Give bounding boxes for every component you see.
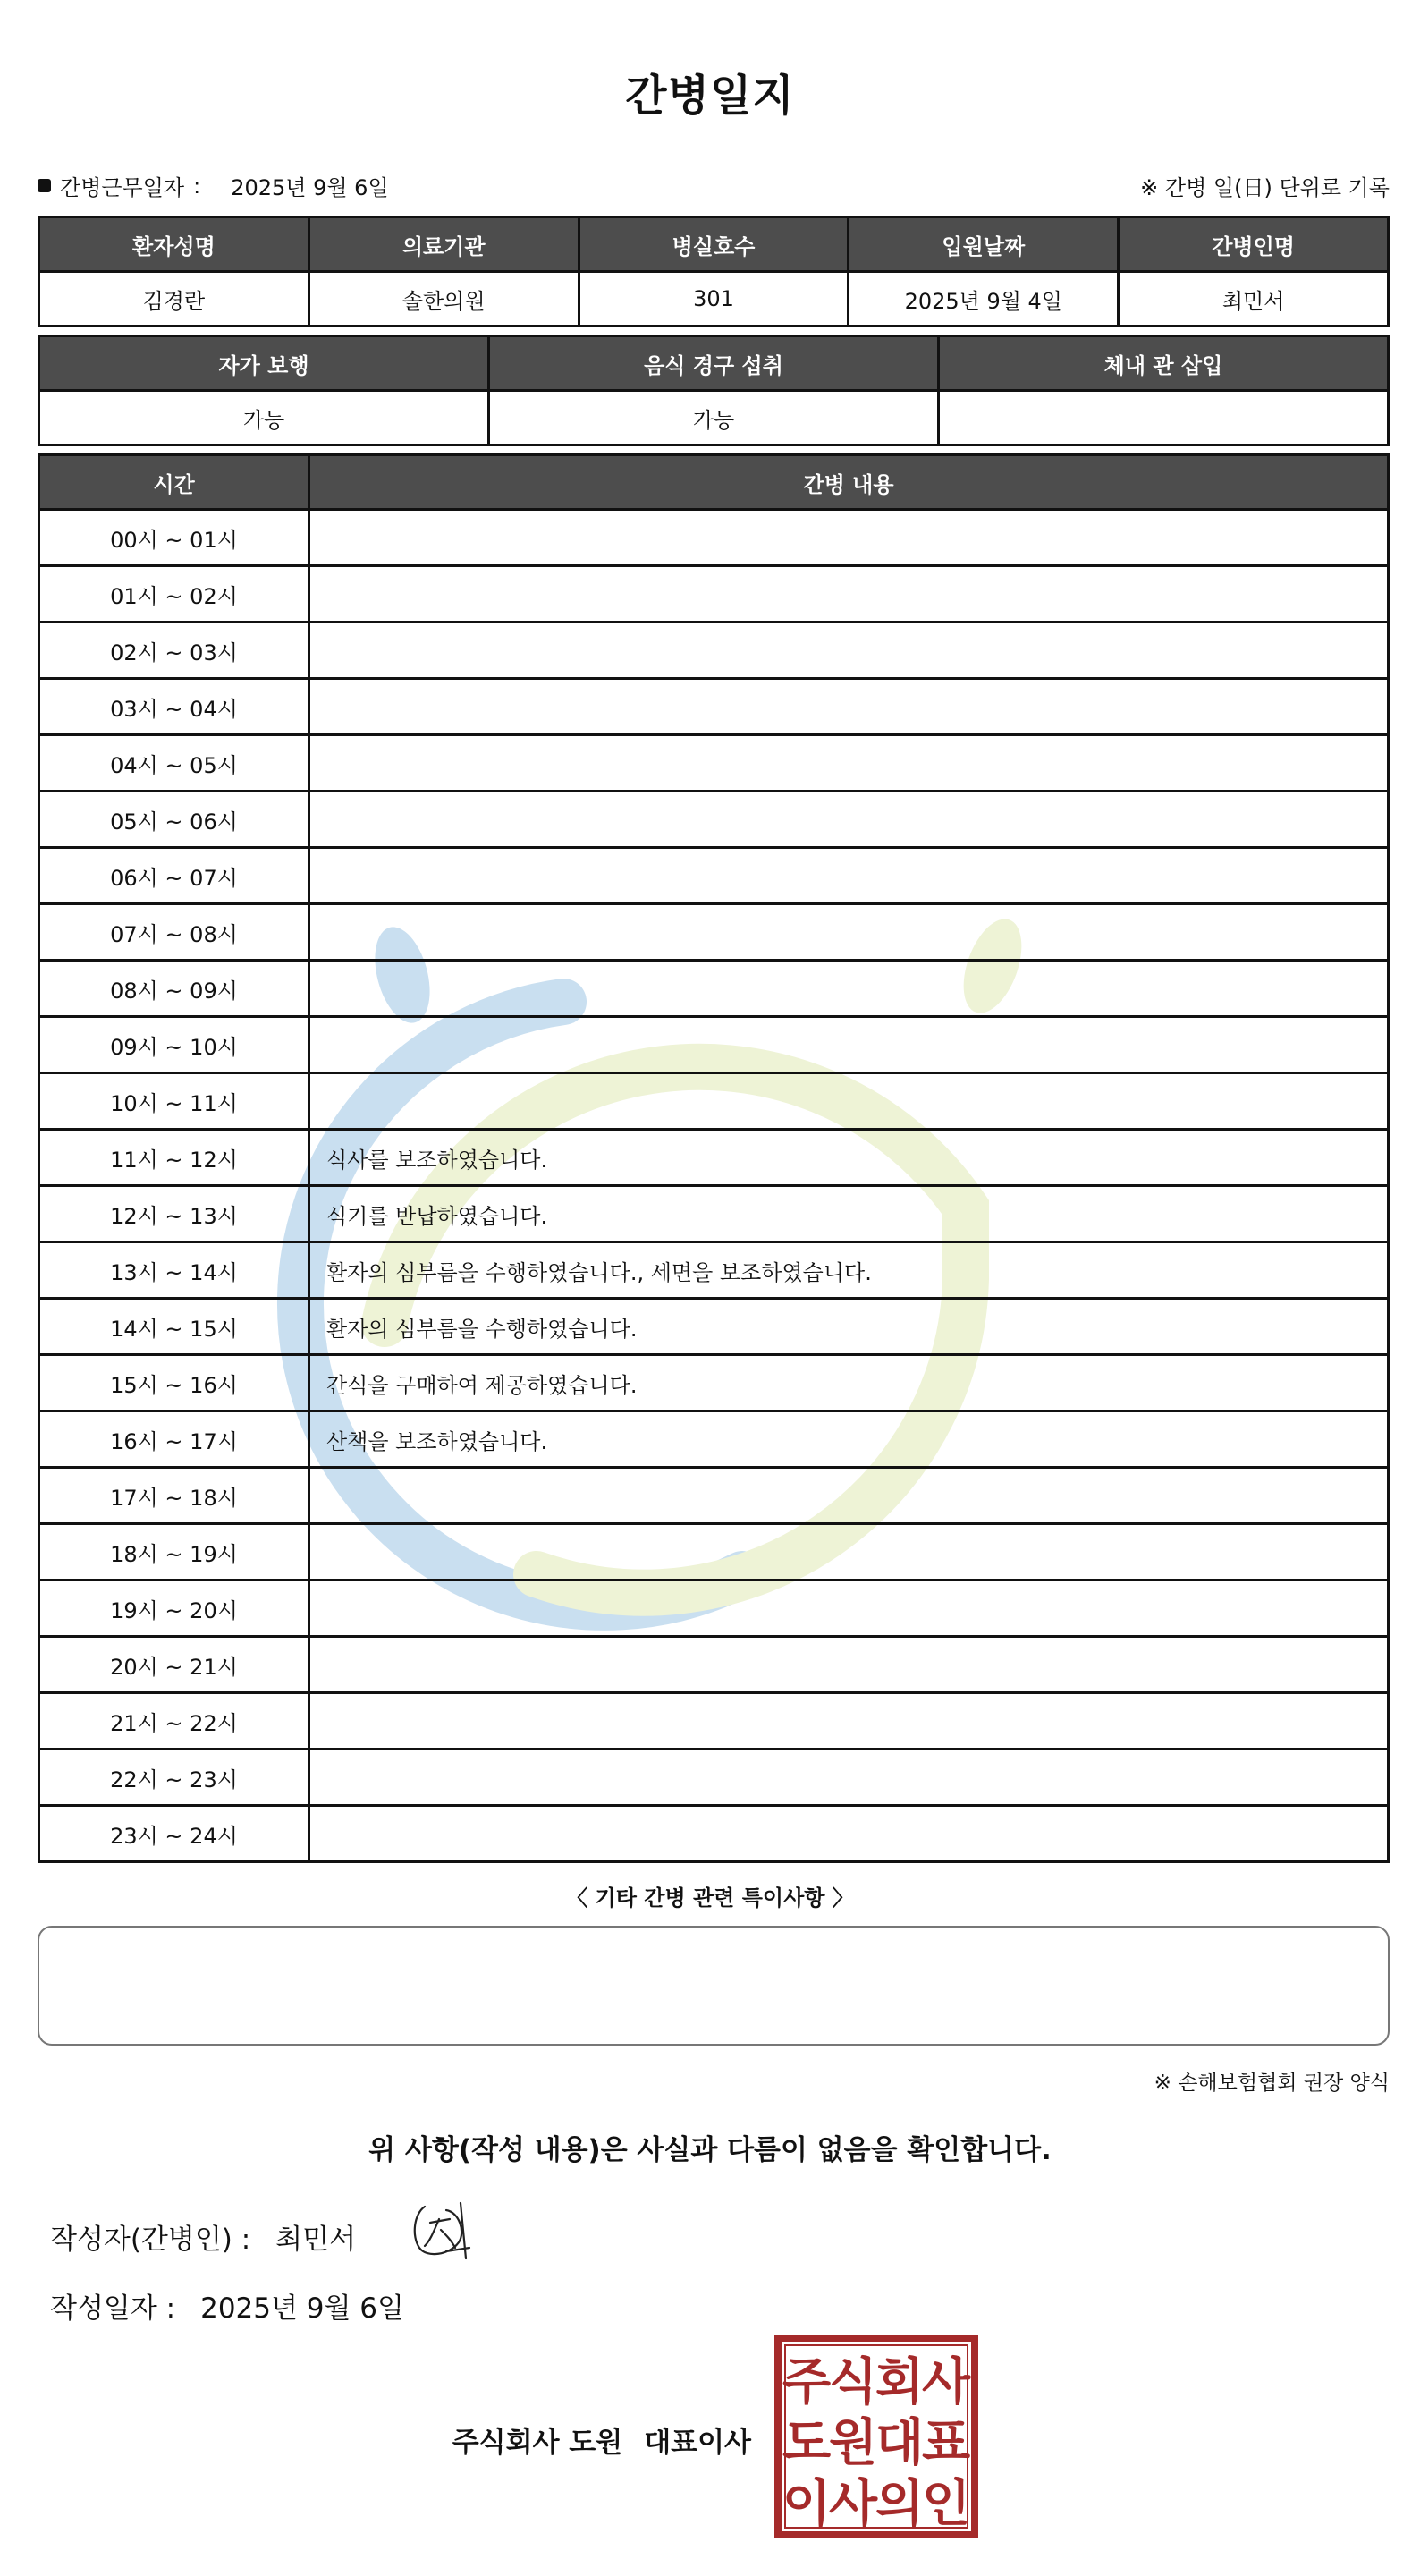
care-log-row [39, 1580, 1389, 1637]
care-log-time: 07시 ~ 08시 [39, 904, 309, 961]
care-date-value: 2025년 9월 6일 [231, 175, 389, 200]
care-log-row [39, 904, 1389, 961]
care-log-time: 00시 ~ 01시 [39, 510, 309, 566]
patient-info-header: 입원날짜 [849, 217, 1119, 272]
care-log-content [309, 679, 1389, 735]
ceo-title: 대표이사 [644, 2427, 751, 2459]
author-label: 작성자(간병인) : [50, 2224, 251, 2256]
patient-status-header: 음식 경구 섭취 [489, 336, 939, 391]
confirmation-statement: 위 사항(작성 내용)은 사실과 다름이 없음을 확인합니다. [368, 2134, 1052, 2166]
care-date [38, 170, 389, 201]
care-log-time: 16시 ~ 17시 [39, 1411, 309, 1468]
care-log-time: 10시 ~ 11시 [39, 1073, 309, 1130]
care-log-row [39, 1693, 1389, 1750]
care-log-row [39, 1637, 1389, 1693]
care-log-row [39, 510, 1389, 566]
svg-text:식: 식 [828, 2353, 878, 2411]
patient-status-table [38, 335, 1390, 446]
patient-info-header: 병실호수 [579, 217, 849, 272]
care-log-row [39, 792, 1389, 848]
svg-text:원: 원 [828, 2414, 878, 2472]
care-log-content [309, 904, 1389, 961]
hospital-value: 솔한의원 [309, 272, 579, 326]
patient-info-header: 환자성명 [39, 217, 309, 272]
signature-icon [407, 2196, 474, 2267]
svg-text:사: 사 [828, 2475, 878, 2533]
svg-text:이: 이 [782, 2475, 832, 2533]
care-log-time: 23시 ~ 24시 [39, 1806, 309, 1862]
svg-text:회: 회 [875, 2353, 925, 2411]
care-log-content: 식사를 보조하였습니다. [309, 1130, 1389, 1186]
patient-status-header: 체내 관 삽입 [939, 336, 1389, 391]
remarks-box [38, 1926, 1390, 2046]
admission-date-value: 2025년 9월 4일 [849, 272, 1119, 326]
care-log-time: 12시 ~ 13시 [39, 1186, 309, 1242]
care-log-row [39, 1468, 1389, 1524]
care-log-content [309, 848, 1389, 904]
author-line [50, 2216, 356, 2257]
care-log-content [309, 566, 1389, 623]
svg-text:도: 도 [782, 2414, 832, 2472]
care-log-content: 산책을 보조하였습니다. [309, 1411, 1389, 1468]
care-log-time: 21시 ~ 22시 [39, 1693, 309, 1750]
room-number-value: 301 [579, 272, 849, 326]
care-log-time: 01시 ~ 02시 [39, 566, 309, 623]
company-line [0, 2419, 751, 2460]
care-log-content [309, 510, 1389, 566]
care-log-table [38, 453, 1390, 1863]
care-log-content [309, 735, 1389, 792]
care-log-time: 08시 ~ 09시 [39, 961, 309, 1017]
care-log-row [39, 679, 1389, 735]
recommendation-note: ※ 손해보험협회 권장 양식 [1154, 2072, 1390, 2095]
care-log-content [309, 623, 1389, 679]
bullet-square-icon [38, 179, 51, 192]
company-seal-icon [774, 2334, 978, 2538]
care-log-content [309, 1580, 1389, 1637]
care-log-row [39, 1073, 1389, 1130]
page-title: 간병일지 [625, 71, 795, 121]
care-log-row [39, 1355, 1389, 1411]
care-log-content [309, 1524, 1389, 1580]
care-log-content: 간식을 구매하여 제공하였습니다. [309, 1355, 1389, 1411]
caregiver-name-value: 최민서 [1119, 272, 1389, 326]
author-name: 최민서 [275, 2224, 357, 2256]
care-log-content [309, 792, 1389, 848]
care-log-row [39, 1186, 1389, 1242]
care-log-content [309, 1468, 1389, 1524]
care-log-time: 05시 ~ 06시 [39, 792, 309, 848]
care-log-time: 18시 ~ 19시 [39, 1524, 309, 1580]
care-log-time: 06시 ~ 07시 [39, 848, 309, 904]
care-log-row [39, 961, 1389, 1017]
care-log-time: 03시 ~ 04시 [39, 679, 309, 735]
patient-info-table [38, 216, 1390, 327]
care-log-row [39, 848, 1389, 904]
care-date-label: 간병근무일자 [60, 175, 185, 200]
svg-text:의: 의 [875, 2475, 925, 2533]
patient-status-header: 자가 보행 [39, 336, 489, 391]
care-log-time: 14시 ~ 15시 [39, 1299, 309, 1355]
care-log-row [39, 1130, 1389, 1186]
care-log-time: 22시 ~ 23시 [39, 1750, 309, 1806]
care-log-time: 02시 ~ 03시 [39, 623, 309, 679]
care-log-content [309, 1637, 1389, 1693]
care-log-row [39, 1750, 1389, 1806]
care-date-separator: : [193, 173, 201, 199]
unit-note: ※ 간병 일(日) 단위로 기록 [1140, 175, 1390, 200]
tube-insertion-value [939, 391, 1389, 445]
care-log-row [39, 623, 1389, 679]
svg-text:대: 대 [875, 2414, 925, 2472]
written-date-value: 2025년 9월 6일 [200, 2292, 404, 2325]
care-log-row [39, 1806, 1389, 1862]
care-log-row [39, 1524, 1389, 1580]
care-log-content: 환자의 심부름을 수행하였습니다., 세면을 보조하였습니다. [309, 1242, 1389, 1299]
care-log-row [39, 735, 1389, 792]
care-log-time-header: 시간 [39, 455, 309, 510]
care-log-content [309, 1073, 1389, 1130]
patient-info-header: 의료기관 [309, 217, 579, 272]
care-log-row [39, 1411, 1389, 1468]
care-log-content [309, 1017, 1389, 1073]
care-log-row [39, 1299, 1389, 1355]
care-log-time: 17시 ~ 18시 [39, 1468, 309, 1524]
care-log-time: 09시 ~ 10시 [39, 1017, 309, 1073]
svg-text:표: 표 [921, 2414, 971, 2472]
self-walking-value: 가능 [39, 391, 489, 445]
care-log-content [309, 1806, 1389, 1862]
svg-text:사: 사 [921, 2353, 971, 2411]
oral-intake-value: 가능 [489, 391, 939, 445]
care-log-content [309, 1750, 1389, 1806]
patient-info-header: 간병인명 [1119, 217, 1389, 272]
written-date-label: 작성일자 : [50, 2292, 176, 2325]
care-log-content [309, 961, 1389, 1017]
care-log-row [39, 566, 1389, 623]
svg-text:인: 인 [921, 2475, 971, 2533]
remarks-title: 〈 기타 간병 관련 특이사항 〉 [566, 1885, 854, 1911]
care-log-content [309, 1693, 1389, 1750]
care-log-row [39, 1242, 1389, 1299]
care-log-content-header: 간병 내용 [309, 455, 1389, 510]
written-date-line [50, 2285, 404, 2326]
care-log-time: 04시 ~ 05시 [39, 735, 309, 792]
care-log-time: 19시 ~ 20시 [39, 1580, 309, 1637]
care-log-content: 식기를 반납하였습니다. [309, 1186, 1389, 1242]
care-log-content: 환자의 심부름을 수행하였습니다. [309, 1299, 1389, 1355]
care-log-time: 11시 ~ 12시 [39, 1130, 309, 1186]
care-log-time: 15시 ~ 16시 [39, 1355, 309, 1411]
svg-text:주: 주 [782, 2353, 832, 2411]
company-name: 주식회사 도원 [452, 2427, 623, 2459]
patient-name-value: 김경란 [39, 272, 309, 326]
care-log-time: 13시 ~ 14시 [39, 1242, 309, 1299]
care-log-row [39, 1017, 1389, 1073]
care-log-time: 20시 ~ 21시 [39, 1637, 309, 1693]
